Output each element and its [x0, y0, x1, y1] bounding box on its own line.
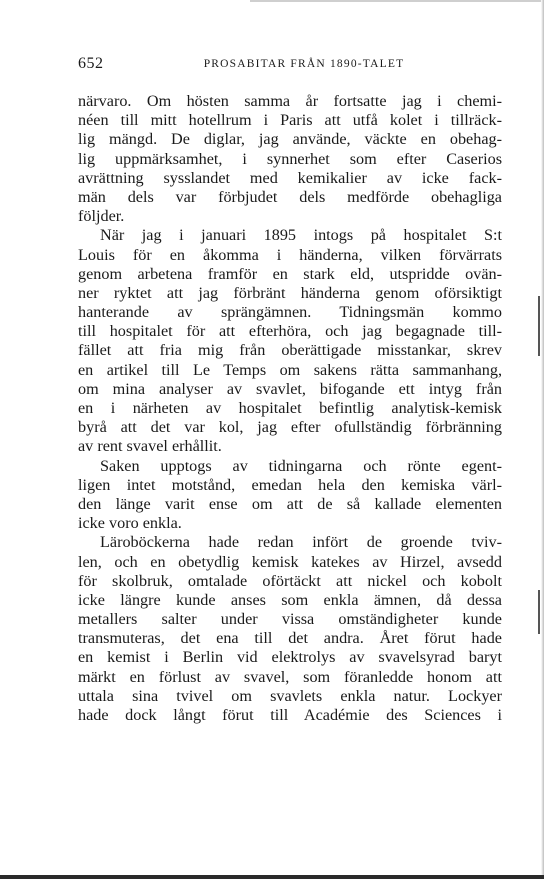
text-line: metallers salter under vissa omständigheter kunde [78, 610, 502, 629]
text-line: byrå att det var kol, jag efter ofullständig förbränning [78, 418, 502, 437]
text-line: för skolbruk, omtalade oförtäckt att nickel och kobolt [78, 571, 502, 590]
text-line: Saken upptogs av tidningarna och rönte egent- [100, 456, 502, 475]
text-line: den länge varit ense om att de så kallade elementen [78, 494, 502, 513]
text-line: om mina analyser av svavlet, bifogande ett intyg från [78, 379, 502, 398]
bottom-page-edge [0, 875, 544, 879]
text-line: hanterande av sprängämnen. Tidningsmän kommo [78, 303, 502, 322]
text-line: lig uppmärksamhet, i synnerhet som efter Caserios [78, 149, 502, 168]
text-line: märkt en förlust av svavel, som föranledde honom att [78, 667, 502, 686]
text-line: ner ryktet att jag förbränt händerna genom oförsiktigt [78, 283, 502, 302]
text-line: uttala sina tvivel om svavlets enkla natur. Lockyer [78, 686, 502, 705]
page-number: 652 [78, 55, 104, 72]
text-line: icke längre kunde anses som enkla ämnen, då dessa [78, 590, 502, 609]
text-line: ligen intet motstånd, emedan hela den kemiska värl- [78, 475, 502, 494]
text-line: icke voro enkla. [78, 514, 182, 533]
text-line: Louis för en åkomma i händerna, vilken förvärrats [78, 245, 502, 264]
text-line: en i närheten av hospitalet befintlig analytisk-kemisk [78, 399, 502, 417]
text-line: Läroböckerna hade redan infört de groende tviv- [100, 533, 502, 552]
running-head: PROSABITAR FRÅN 1890-TALET [203, 58, 405, 70]
text-line: transmuteras, det ena till det andra. Året förut hade [78, 629, 502, 648]
text-line: fället att fria mig från oberättigade misstankar, skrev [78, 341, 502, 360]
text-line: När jag i januari 1895 intogs på hospitalet S:t [100, 226, 502, 245]
page-header [78, 55, 502, 75]
text-line: genom arbetena framför en stark eld, utspridde ovän- [78, 264, 502, 283]
edge-mark [538, 296, 540, 356]
edge-mark [538, 590, 540, 634]
text-line: lig mängd. De diglar, jag använde, väckte en obehag- [78, 130, 502, 149]
body-text [78, 92, 502, 725]
text-line: följder. [78, 207, 125, 226]
text-line: till hospitalet för att efterhöra, och jag begagnade till- [78, 322, 502, 341]
text-line: avrättning sysslandet med kemikalier av icke fack- [78, 168, 502, 187]
text-line: en kemist i Berlin vid elektrolys av svavelsyrad baryt [78, 648, 502, 667]
top-edge-rule [250, 0, 544, 2]
text-line: néen till mitt hotellrum i Paris att utfå kolet i tillräck- [78, 111, 502, 130]
text-line: av rent svavel erhållit. [78, 437, 222, 456]
text-line: närvaro. Om hösten samma år fortsatte jag i chemi- [78, 92, 502, 110]
text-line: len, och en obetydlig kemisk katekes av Hirzel, avsedd [78, 552, 502, 571]
text-line: en artikel till Le Temps om sakens rätta sammanhang, [78, 360, 502, 379]
text-line: män dels var förbjudet dels medförde obehagliga [78, 187, 502, 206]
text-line: hade dock långt förut till Académie des Sciences i [78, 706, 502, 724]
